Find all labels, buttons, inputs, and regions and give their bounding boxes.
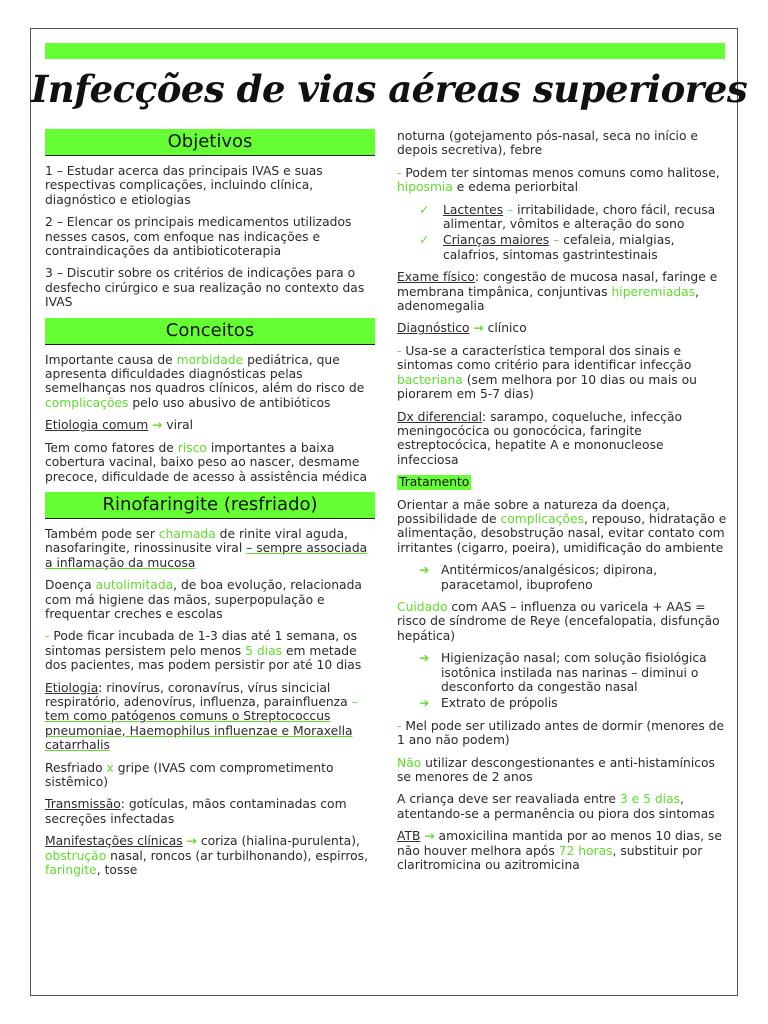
list-item-propolis: ➔ Extrato de própolis: [419, 696, 558, 711]
rino-paragraph-1: Também pode ser chamada de rinite viral aguda, nasofaringite, rinossinusite viral – sempre associada a inflamação da mucosa: [45, 526, 368, 570]
bullet-arrow-icon: ➔: [419, 651, 430, 666]
cuidado-aas: Cuidado com AAS – influenza ou varicela + AAS = risco de síndrome de Reye (encefalopatia, disfunção hepática): [397, 599, 720, 643]
arrow-right-icon: →: [473, 321, 484, 336]
tratamento-paragraph-1: Orientar a mãe sobre a natureza da doença, possibilidade de complicações, repouso, hidratação e alimentação, desobstrução nasal, evitar contato com irritantes (cigarro, poeira), umidificação do ambiente: [397, 497, 727, 555]
conceitos-paragraph-1: Importante causa de morbidade pediátrica, que apresenta dificuldades diagnósticas pelas semelhanças nos quadros clínicos, além do risco de complicações pelo uso abusivo de antibióticos: [45, 352, 365, 410]
tratamento-list-2: [397, 651, 727, 711]
objective-1: 1 – Estudar acerca das principais IVAS e suas respectivas complicações, incluindo clínica, diagnóstico e etiologias: [45, 164, 323, 207]
objective-2: 2 – Elencar os principais medicamentos utilizados nesses casos, com enfoque nas indicações e contraindicações da antibioticoterapia: [45, 215, 352, 259]
rino-etiologia: Etiologia: rinovírus, coronavírus, vírus sincicial respiratório, adenovírus, influenza, parainfluenza – tem como patógenos comuns o Streptococcus pneumoniae, Haemophilus influenzae e Moraxella catarrhalis: [45, 680, 358, 753]
exame-fisico: Exame físico: congestão de mucosa nasal, faringe e membrana timpânica, conjuntivas hiperemiadas, adenomegalia: [397, 270, 718, 314]
list-item-criancas-maiores: ✓ Crianças maiores – cefaleia, mialgias, calafrios, sintomas gastrintestinais: [419, 233, 675, 262]
bullet-arrow-icon: ➔: [419, 563, 430, 578]
diagnostico: Diagnóstico → clínico: [397, 321, 527, 336]
reavaliacao-paragraph: A criança deve ser reavaliada entre 3 e 5 dias, atentando-se a permanência ou piora dos sintomas: [397, 792, 715, 821]
check-icon: ✓: [419, 202, 430, 217]
top-accent-bar: [45, 43, 725, 59]
section-header-conceitos: Conceitos: [45, 318, 375, 345]
atb-paragraph: ATB → amoxicilina mantida por ao menos 10 dias, se não houver melhora após 72 horas, substituir por claritromicina ou azitromicina: [397, 829, 722, 873]
rino-transmissao: Transmissão: gotículas, mãos contaminadas com secreções infectadas: [45, 797, 347, 826]
page-title: Infecções de vias aéreas superiores: [31, 67, 748, 111]
sintomas-menos-comuns: - Podem ter sintomas menos comuns como halitose, hiposmia e edema periorbital: [397, 165, 720, 195]
rino-manifestacoes: Manifestações clínicas → coriza (hialina-purulenta), obstrução nasal, roncos (ar turbilhonando), espirros, faringite, tosse: [45, 834, 368, 878]
section-header-rinofaringite: Rinofaringite (resfriado): [45, 492, 375, 519]
rino-resfriado-gripe: Resfriado x gripe (IVAS com comprometimento sistêmico): [45, 760, 334, 789]
list-item-antitermicos: ➔ Antitérmicos/analgésicos; dipirona, paracetamol, ibuprofeno: [419, 563, 658, 592]
sintomas-continuacao: noturna (gotejamento pós-nasal, seca no início e depois secretiva), febre: [397, 129, 698, 158]
check-icon: ✓: [419, 233, 430, 248]
dx-diferencial: Dx diferencial: sarampo, coqueluche, infecção meningocócica ou gonocócica, faringite estreptocócica, hepatite A e mononucleose infecciosa: [397, 409, 683, 467]
etiologia-comum: Etiologia comum → viral: [45, 418, 194, 433]
right-column: [397, 129, 727, 880]
objective-3: 3 – Discutir sobre os critérios de indicações para o desfecho cirúrgico e sua realização no contexto das IVAS: [45, 266, 365, 310]
arrow-right-icon: →: [424, 829, 435, 844]
mel-paragraph: - Mel pode ser utilizado antes de dormir (menores de 1 ano não podem): [397, 718, 725, 748]
left-column: [45, 129, 375, 885]
conceitos-paragraph-3: Tem como fatores de risco importantes a baixa cobertura vacinal, baixo peso ao nascer, desmame precoce, dificuldade de acesso à assistência médica: [45, 440, 368, 484]
document-page: [30, 28, 748, 996]
bullet-arrow-icon: ➔: [419, 696, 430, 711]
rino-paragraph-3: - Pode ficar incubada de 1-3 dias até 1 semana, os sintomas persistem pelo menos 5 dias em metade dos pacientes, mas podem persistir por até 10 dias: [45, 629, 362, 673]
list-item-lactentes: ✓ Lactentes – irritabilidade, choro fácil, recusa alimentar, vômitos e alteração do sono: [419, 202, 716, 232]
nao-utilizar-paragraph: Não utilizar descongestionantes e anti-histamínicos se menores de 2 anos: [397, 755, 715, 785]
tratamento-label-row: [397, 475, 727, 489]
arrow-right-icon: →: [152, 418, 163, 433]
diagnostico-criterio: - Usa-se a característica temporal dos sinais e sintomas como critério para identificar infecção bacteriana (sem melhora por 10 dias ou mais ou piorarem em 5-7 dias): [397, 343, 697, 402]
faixa-etaria-list: [397, 203, 727, 263]
section-header-objetivos: Objetivos: [45, 129, 375, 156]
list-item-higienizacao: ➔ Higienização nasal; com solução fisiológica isotônica instilada nas narinas – diminui o desconforto da congestão nasal: [419, 651, 707, 694]
rino-paragraph-2: Doença autolimitada, de boa evolução, relacionada com má higiene das mãos, superpopulação e frequentar creches e escolas: [45, 578, 362, 621]
tratamento-list-1: [397, 563, 727, 592]
arrow-right-icon: →: [186, 834, 197, 849]
tratamento-label: Tratamento: [399, 475, 470, 490]
